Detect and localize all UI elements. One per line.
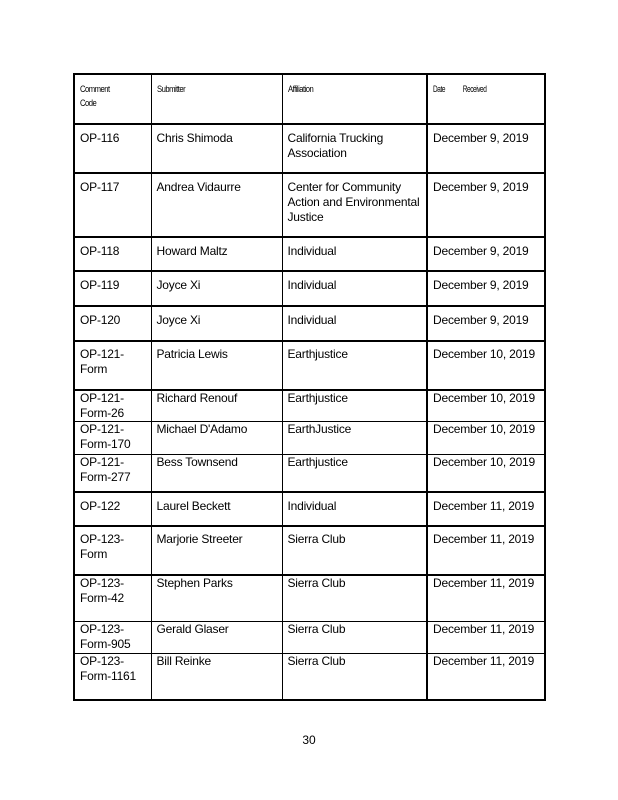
submitter-cell: Gerald Glaser (151, 622, 282, 654)
comment-code-cell: OP-121-Form-170 (74, 422, 151, 455)
table-row (74, 124, 545, 173)
affiliation-cell: EarthJustice (282, 422, 427, 455)
comment-code-cell: OP-119 (74, 271, 151, 306)
table-row (74, 173, 545, 237)
header-comment-code: Comment Code (74, 74, 151, 124)
submitter-cell: Andrea Vidaurre (151, 173, 282, 237)
header-submitter: Submitter (151, 74, 282, 124)
comment-code-cell: OP-121-Form (74, 341, 151, 390)
comment-code-cell: OP-121-Form-277 (74, 455, 151, 492)
submitter-cell: Marjorie Streeter (151, 526, 282, 575)
comment-code-cell: OP-123-Form-42 (74, 575, 151, 622)
date-received-cell: December 11, 2019 (427, 622, 545, 654)
affiliation-cell: Individual (282, 492, 427, 526)
comment-table (73, 73, 546, 701)
affiliation-cell: Earthjustice (282, 341, 427, 390)
affiliation-cell: California Trucking Association (282, 124, 427, 173)
date-received-cell: December 9, 2019 (427, 124, 545, 173)
submitter-cell: Michael D'Adamo (151, 422, 282, 455)
date-received-cell: December 10, 2019 (427, 341, 545, 390)
table-row (74, 237, 545, 271)
affiliation-cell: Sierra Club (282, 526, 427, 575)
table-row (74, 575, 545, 622)
submitter-cell: Bess Townsend (151, 455, 282, 492)
table-row (74, 271, 545, 306)
date-received-cell: December 10, 2019 (427, 455, 545, 492)
date-received-cell: December 11, 2019 (427, 492, 545, 526)
table-row (74, 526, 545, 575)
affiliation-cell: Individual (282, 306, 427, 341)
table-row (74, 306, 545, 341)
submitter-cell: Chris Shimoda (151, 124, 282, 173)
date-received-cell: December 11, 2019 (427, 526, 545, 575)
date-received-cell: December 11, 2019 (427, 654, 545, 700)
date-received-cell: December 10, 2019 (427, 422, 545, 455)
affiliation-cell: Center for Community Action and Environmental Justice (282, 173, 427, 237)
header-received-label: Received (462, 84, 487, 94)
date-received-cell: December 9, 2019 (427, 173, 545, 237)
comment-code-cell: OP-116 (74, 124, 151, 173)
header-date-received (427, 74, 545, 124)
submitter-cell: Bill Reinke (151, 654, 282, 700)
comment-code-cell: OP-123-Form-1161 (74, 654, 151, 700)
table-row (74, 455, 545, 492)
comment-code-cell: OP-123-Form (74, 526, 151, 575)
table-row (74, 390, 545, 422)
submitter-cell: Patricia Lewis (151, 341, 282, 390)
date-received-cell: December 9, 2019 (427, 237, 545, 271)
date-received-cell: December 11, 2019 (427, 575, 545, 622)
comment-code-cell: OP-123-Form-905 (74, 622, 151, 654)
comment-code-cell: OP-118 (74, 237, 151, 271)
submitter-cell: Joyce Xi (151, 271, 282, 306)
affiliation-cell: Earthjustice (282, 390, 427, 422)
table-row (74, 622, 545, 654)
table-row (74, 492, 545, 526)
table-row (74, 422, 545, 455)
submitter-cell: Joyce Xi (151, 306, 282, 341)
affiliation-cell: Individual (282, 271, 427, 306)
table-row (74, 654, 545, 700)
header-affiliation: Affiliation (282, 74, 427, 124)
affiliation-cell: Sierra Club (282, 575, 427, 622)
affiliation-cell: Sierra Club (282, 622, 427, 654)
submitter-cell: Howard Maltz (151, 237, 282, 271)
submitter-cell: Stephen Parks (151, 575, 282, 622)
submitter-cell: Richard Renouf (151, 390, 282, 422)
page-number: 30 (302, 733, 316, 747)
comment-code-cell: OP-121-Form-26 (74, 390, 151, 422)
table-row (74, 341, 545, 390)
header-date-label: Date (433, 84, 446, 94)
affiliation-cell: Earthjustice (282, 455, 427, 492)
comment-code-cell: OP-117 (74, 173, 151, 237)
date-received-cell: December 9, 2019 (427, 306, 545, 341)
affiliation-cell: Sierra Club (282, 654, 427, 700)
comment-code-cell: OP-120 (74, 306, 151, 341)
comment-code-cell: OP-122 (74, 492, 151, 526)
header-row (74, 74, 545, 124)
date-received-cell: December 9, 2019 (427, 271, 545, 306)
submitter-cell: Laurel Beckett (151, 492, 282, 526)
affiliation-cell: Individual (282, 237, 427, 271)
date-received-cell: December 10, 2019 (427, 390, 545, 422)
